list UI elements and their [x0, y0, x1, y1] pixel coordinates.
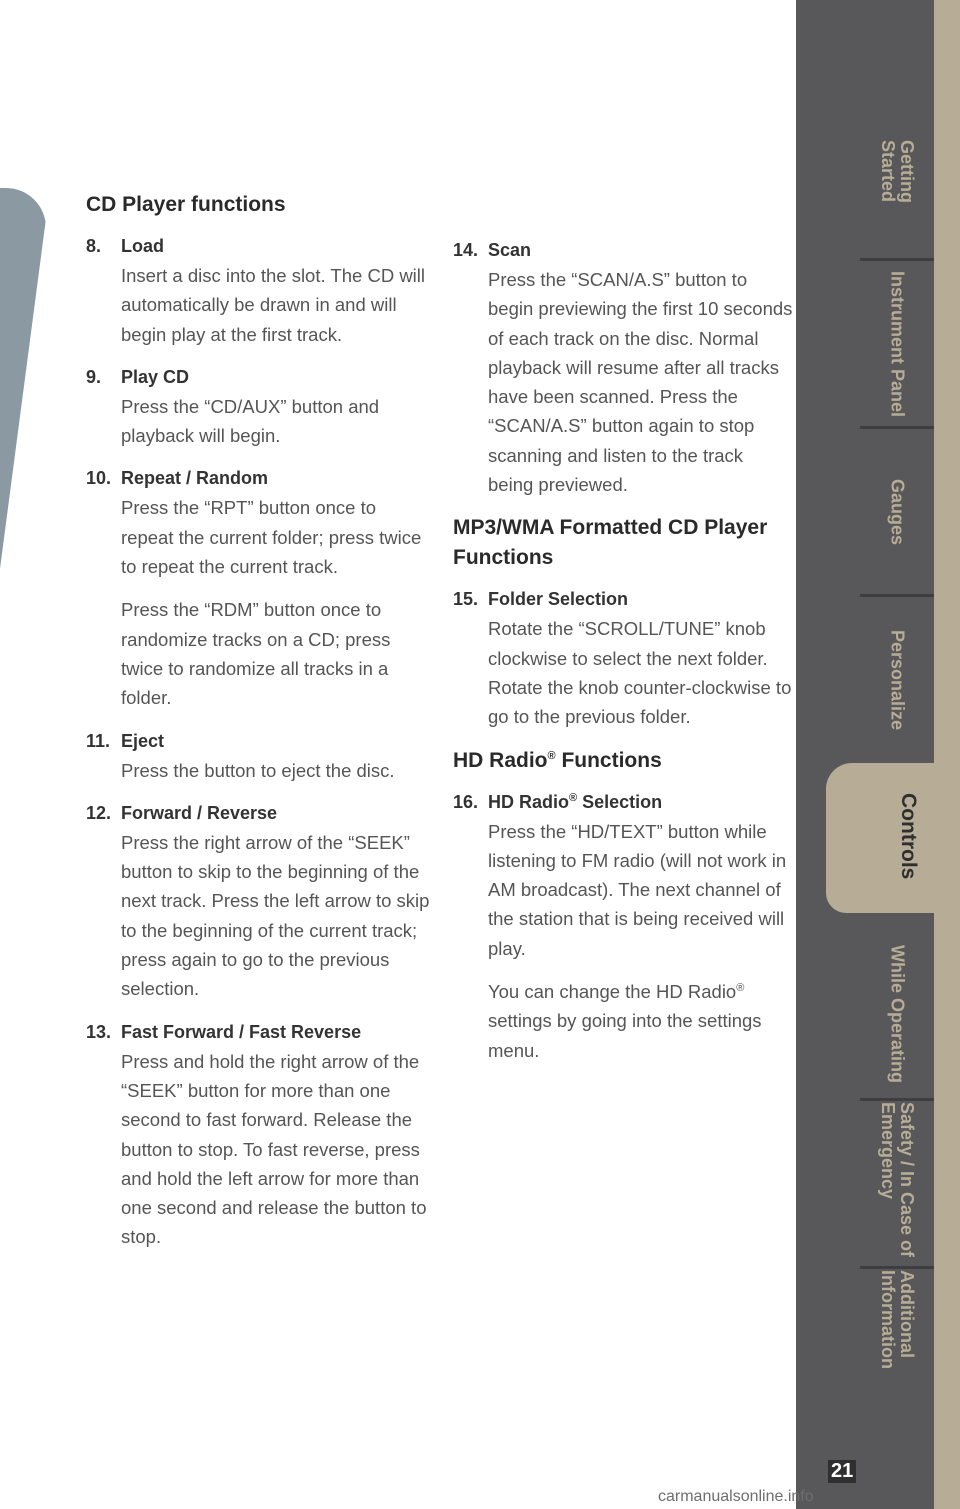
left-column	[86, 190, 431, 1266]
tab-divider	[860, 594, 934, 597]
item-title: Eject	[121, 730, 165, 751]
item-title: HD Radio® Selection	[488, 791, 663, 812]
item-paragraph: Insert a disc into the slot. The CD will automatically be drawn in and will begin play at the first track.	[121, 265, 426, 345]
hd-heading: HD Radio® Functions	[453, 748, 662, 772]
item-head	[453, 236, 793, 265]
section-title: CD Player functions	[86, 193, 286, 216]
item-head	[86, 727, 431, 756]
active-tab-label: Controls	[897, 793, 920, 880]
tab-additional-information[interactable]: Additional Information	[878, 1270, 917, 1369]
item-paragraph: Press the button to eject the disc.	[121, 759, 395, 781]
list-item	[86, 232, 431, 349]
item-title: Play CD	[121, 366, 190, 387]
item-paragraph: Press the “RDM” button once to randomize tracks on a CD; press twice to randomize all tracks in a folder.	[121, 599, 391, 709]
item-paragraph: Press the “HD/TEXT” button while listening to FM radio (will not work in AM broadcast). The next channel of the station that is being received will play.	[488, 820, 787, 959]
item-body	[86, 756, 431, 785]
item-head	[86, 232, 431, 261]
item-paragraph: Press the “CD/AUX” button and playback will begin.	[121, 395, 380, 447]
item-body	[86, 1047, 431, 1252]
item-paragraph: Press the “RPT” button once to repeat the current folder; press twice to repeat the current track.	[121, 497, 422, 578]
tab-divider	[860, 1098, 934, 1101]
item-body	[86, 261, 431, 349]
watermark: carmanualsonline.info	[658, 1488, 814, 1505]
tab-instrument-panel[interactable]: Instrument Panel	[887, 271, 908, 418]
tab-controls-active[interactable]	[826, 763, 960, 913]
page-number: 21	[828, 1460, 856, 1483]
tab-divider	[860, 1266, 934, 1269]
folder-item	[453, 585, 793, 731]
left-edge-tab	[0, 188, 46, 568]
tab-safety[interactable]: Safety / In Case of Emergency	[878, 1102, 917, 1258]
item-body	[453, 817, 793, 1065]
tab-divider	[860, 426, 934, 429]
item-body	[86, 828, 431, 1004]
item-title: Repeat / Random	[121, 468, 269, 489]
left-items	[86, 232, 431, 1252]
item-paragraph: Press the right arrow of the “SEEK” button to skip to the beginning of the next track. Press the left arrow to skip to the beginning of the current track; press again to go to the previous selection.	[121, 831, 430, 1000]
tab-while-operating[interactable]: While Operating	[887, 944, 908, 1083]
item-paragraph: You can change the HD Radio® settings by going into the settings menu.	[488, 981, 762, 1061]
item-number: 16.	[453, 791, 479, 812]
item-head	[453, 788, 793, 817]
item-paragraph: Press and hold the right arrow of the “SEEK” button for more than one second to fast forward. Release the button to stop. To fast reverse, press and hold the left arrow for more than one second and release the button to stop.	[121, 1050, 427, 1248]
list-item	[453, 236, 793, 499]
list-item	[453, 585, 793, 731]
item-head	[86, 799, 431, 828]
item-number: 8.	[86, 236, 102, 256]
item-head	[86, 1018, 431, 1047]
item-title: Fast Forward / Fast Reverse	[121, 1021, 362, 1042]
item-title: Folder Selection	[488, 589, 629, 610]
list-item	[86, 464, 431, 712]
list-item	[86, 727, 431, 785]
item-number: 13.	[86, 1021, 112, 1042]
item-number: 11.	[86, 730, 111, 751]
scan-item	[453, 236, 793, 499]
item-head	[453, 585, 793, 614]
item-head	[86, 363, 431, 392]
item-body	[453, 614, 793, 731]
item-title: Forward / Reverse	[121, 802, 278, 823]
item-number: 10.	[86, 468, 112, 489]
tab-gauges[interactable]: Gauges	[887, 479, 908, 546]
item-paragraph: Press the “SCAN/A.S” button to begin previewing the first 10 seconds of each track on the disc. Normal playback will resume after all tracks have been scanned. Press the “SCAN/A.S” button again to stop scanning and listen to the track being previewed.	[488, 269, 793, 496]
tab-getting-started[interactable]: Getting Started	[878, 140, 917, 203]
list-item	[86, 799, 431, 1004]
item-number: 15.	[453, 589, 479, 610]
list-item	[86, 1018, 431, 1252]
item-body	[86, 392, 431, 451]
item-body	[453, 265, 793, 499]
right-column	[453, 236, 793, 1079]
item-title: Load	[121, 236, 164, 256]
sidebar-edge	[934, 0, 960, 1509]
hd-item	[453, 788, 793, 1065]
item-body	[86, 493, 431, 712]
item-head	[86, 464, 431, 493]
list-item	[86, 363, 431, 451]
tab-divider	[860, 258, 934, 261]
item-number: 14.	[453, 240, 479, 260]
item-number: 9.	[86, 366, 102, 387]
tab-personalize[interactable]: Personalize	[887, 630, 908, 731]
item-number: 12.	[86, 802, 112, 823]
mp3-heading: MP3/WMA Formatted CD Player Functions	[453, 516, 768, 570]
item-paragraph: Rotate the “SCROLL/TUNE” knob clockwise to select the next folder. Rotate the knob counter-clockwise to go to the previous folder.	[488, 618, 792, 728]
item-title: Scan	[488, 240, 532, 260]
